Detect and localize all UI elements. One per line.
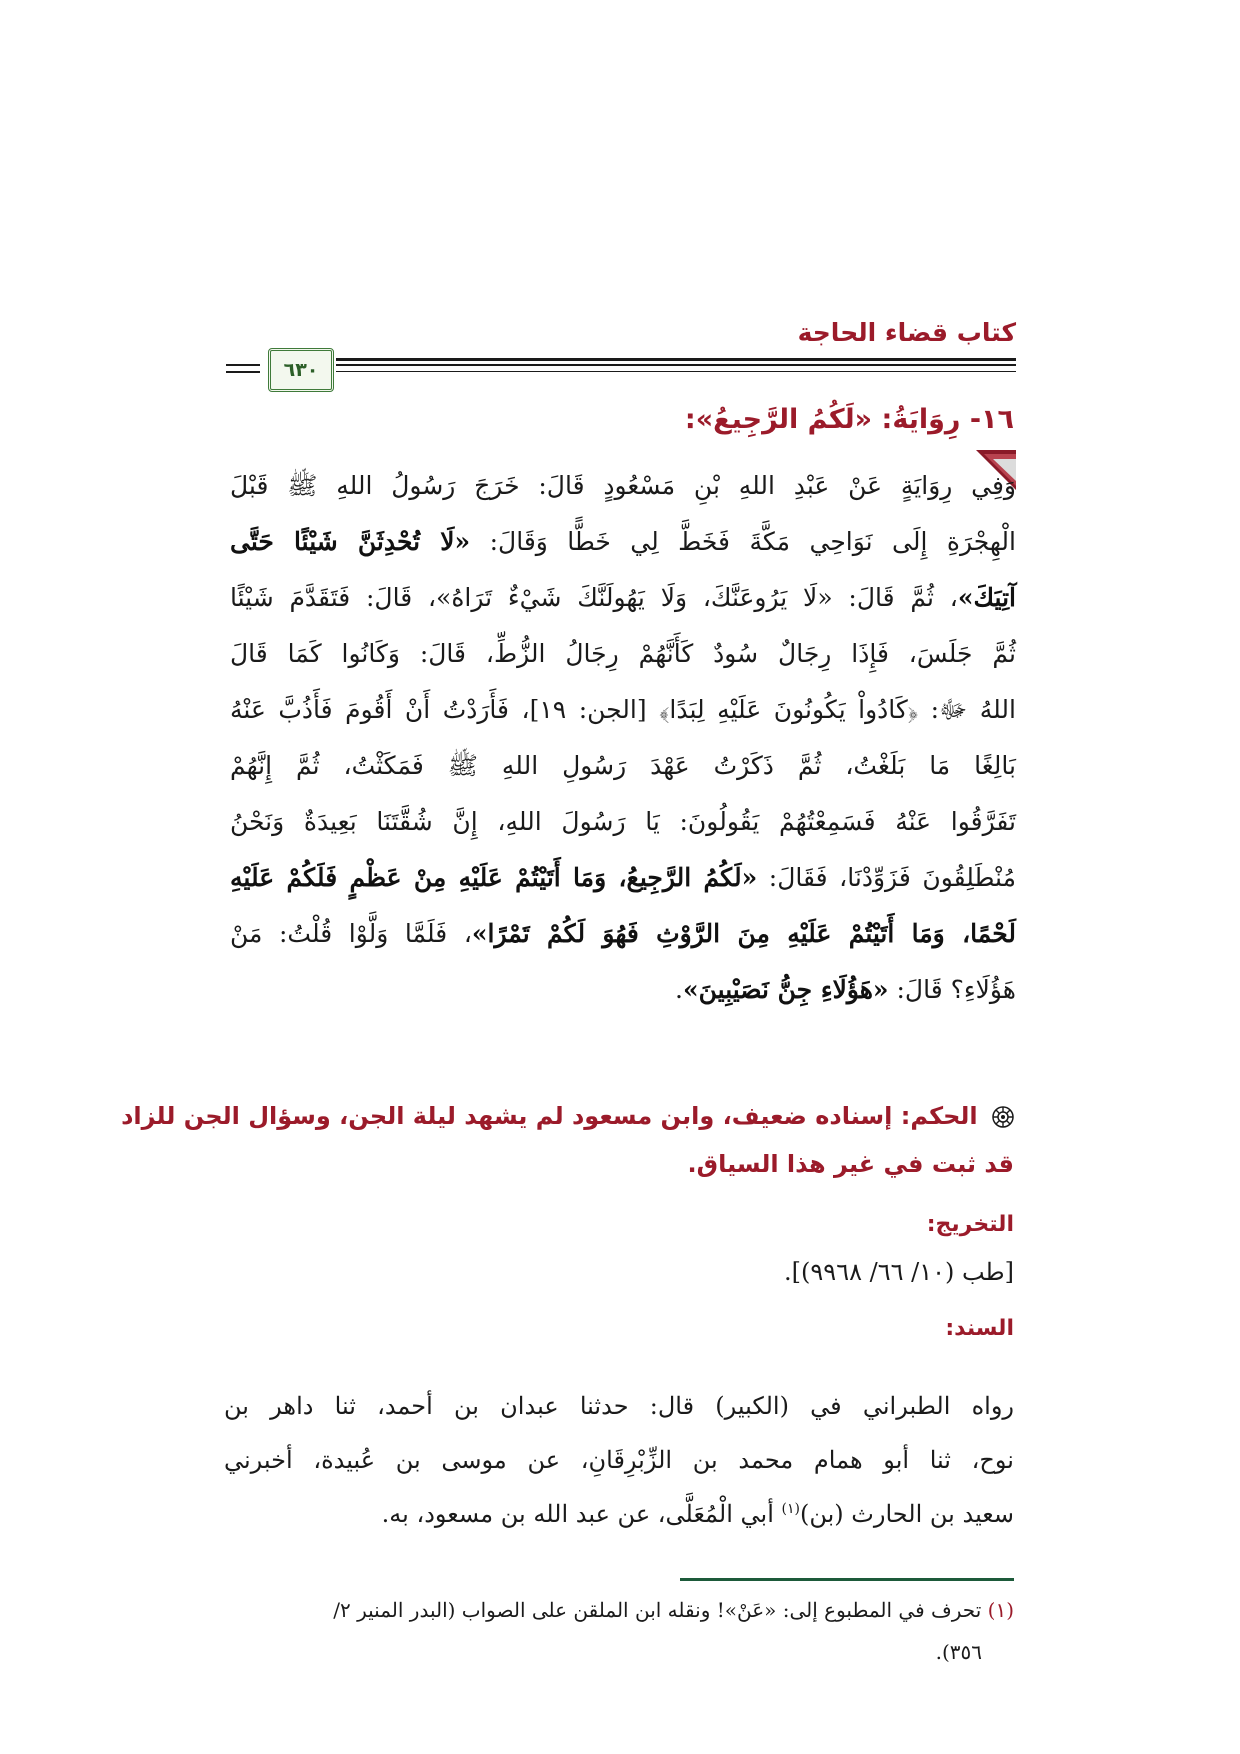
sanad-line: رواه الطبراني في (الكبير) قال: حدثنا عبدان بن أحمد، ثنا داهر بن: [224, 1392, 1015, 1420]
sanad-heading: السند:: [945, 1316, 1014, 1341]
hadith-quote: لَحْمًا، وَمَا أَتَيْتُمْ عَلَيْهِ مِنَ الرَّوْثِ فَهُوَ لَكُمْ تَمْرًا»: [471, 919, 1016, 948]
hadith-block: [226, 450, 1016, 1028]
running-header: [226, 318, 1016, 388]
sanad-line: نوح، ثنا أبو همام محمد بن الزِّبْرِقَانِ، عن موسى بن عُبيدة، أخبرني: [224, 1446, 1014, 1474]
hadith-line: [230, 966, 1016, 1013]
hadith-line: [230, 854, 1016, 901]
hadith-narration: مُنْطَلِقُونَ فَزَوِّدْنَا، فَقَالَ:: [757, 863, 1016, 892]
hadith-quote: «هَؤُلَاءِ جِنُّ نَصَيْبِينَ»: [683, 975, 889, 1004]
header-rule: [336, 358, 1016, 361]
hadith-line: [230, 686, 1016, 733]
hadith-narration: الْهِجْرَةِ إِلَى نَوَاحِي مَكَّةَ فَخَطَّ لِي خَطًّا وَقَالَ:: [470, 527, 1016, 556]
hadith-narration: هَؤُلَاءِ؟ قَالَ:: [888, 975, 1016, 1004]
ruling-text: إسناده ضعيف، وابن مسعود لم يشهد ليلة الجن، وسؤال الجن للزاد: [121, 1102, 893, 1130]
hadith-line: [230, 630, 1016, 677]
hadith-narration: وَفِي رِوَايَةٍ عَنْ عَبْدِ اللهِ بْنِ مَسْعُودٍ قَالَ: خَرَجَ رَسُولُ اللهِ ﷺ قَبْلَ: [230, 471, 1016, 500]
footnote-line: ٣٥٦).: [935, 1640, 982, 1664]
header-rule: [336, 364, 1016, 366]
ruling-line-2: قد ثبت في غير هذا السياق.: [687, 1150, 1014, 1178]
flower-ornament-icon: [992, 1106, 1014, 1128]
page-number-badge: [268, 348, 334, 392]
ruling-label: الحكم:: [900, 1102, 978, 1130]
hadith-narration: تَفَرَّقُوا عَنْهُ فَسَمِعْتُهُمْ يَقُولُونَ: يَا رَسُولَ اللهِ، إِنَّ شُقَّتَنَا بَعِيدَةٌ وَنَحْنُ: [230, 807, 1016, 836]
hadith-narration: ، ثُمَّ قَالَ: «لَا يَرُوعَنَّكَ، وَلَا يَهُولَنَّكَ شَيْءٌ تَرَاهُ»، قَالَ: فَتَقَدَّمَ شَيْئًا: [230, 583, 958, 612]
hadith-line: [230, 798, 1016, 845]
sanad-text: سعيد بن الحارث (بن): [799, 1500, 1014, 1528]
footnote-marker: (١): [987, 1598, 1014, 1622]
footnote-rule: [680, 1578, 1014, 1581]
sanad-text: أبي الْمُعَلَّى، عن عبد الله بن مسعود، به.: [381, 1500, 782, 1528]
hadith-line: [230, 462, 1016, 509]
section-heading: ١٦- رِوَايَةُ: «لَكُمُ الرَّجِيعُ»:: [684, 404, 1014, 435]
hadith-narration: بَالِغًا مَا بَلَغْتُ، ثُمَّ ذَكَرْتُ عَهْدَ رَسُولِ اللهِ ﷺ فَمَكَثْتُ، ثُمَّ إِنَّهُمْ: [230, 751, 1016, 780]
hadith-quote: «لَا تُحْدِثَنَّ شَيْئًا حَتَّى: [230, 527, 471, 556]
hadith-narration: ثُمَّ جَلَسَ، فَإِذَا رِجَالٌ سُودٌ كَأَنَّهُمْ رِجَالُ الزُّطِّ، قَالَ: وَكَانُوا كَمَا قَالَ: [230, 639, 1016, 668]
hadith-line: [230, 518, 1016, 565]
header-rule: [336, 371, 1016, 372]
takhrij-reference: [طب (١٠/ ٦٦/ ٩٩٦٨)].: [784, 1258, 1014, 1286]
hadith-narration: اللهُ ﷻ: ﴿كَادُواْ يَكُونُونَ عَلَيْهِ لِبَدًا﴾ [الجن: ١٩]، فَأَرَدْتُ أَنْ أَقُومَ فَأَذُبَّ عَنْهُ: [230, 695, 1016, 724]
ruling-line-1: [121, 1092, 1014, 1140]
footnote-text: تحرف في المطبوع إلى: «عَنْ»! ونقله ابن الملقن على الصواب (البدر المنير ٢/: [333, 1598, 988, 1622]
hadith-line: [230, 910, 1016, 957]
footnote-reference[interactable]: (١): [781, 1501, 800, 1517]
header-rule: [226, 371, 260, 373]
hadith-narration: .: [675, 975, 683, 1004]
hadith-line: [230, 574, 1016, 621]
footnote-line: [333, 1598, 1014, 1622]
header-rule: [226, 364, 260, 366]
sanad-line: [224, 1500, 1014, 1528]
hadith-narration: ، فَلَمَّا وَلَّوْا قُلْتُ: مَنْ: [230, 919, 472, 948]
takhrij-heading: التخريج:: [926, 1212, 1014, 1237]
page-number: ٦٣٠: [283, 359, 319, 381]
hadith-quote: آتِيَكَ»: [957, 583, 1016, 612]
hadith-quote: «لَكُمُ الرَّجِيعُ، وَمَا أَتَيْتُمْ عَلَيْهِ مِنْ عَظْمٍ فَلَكُمْ عَلَيْهِ: [230, 863, 758, 892]
hadith-line: [230, 742, 1016, 789]
book-title: كتاب قضاء الحاجة: [797, 318, 1016, 347]
